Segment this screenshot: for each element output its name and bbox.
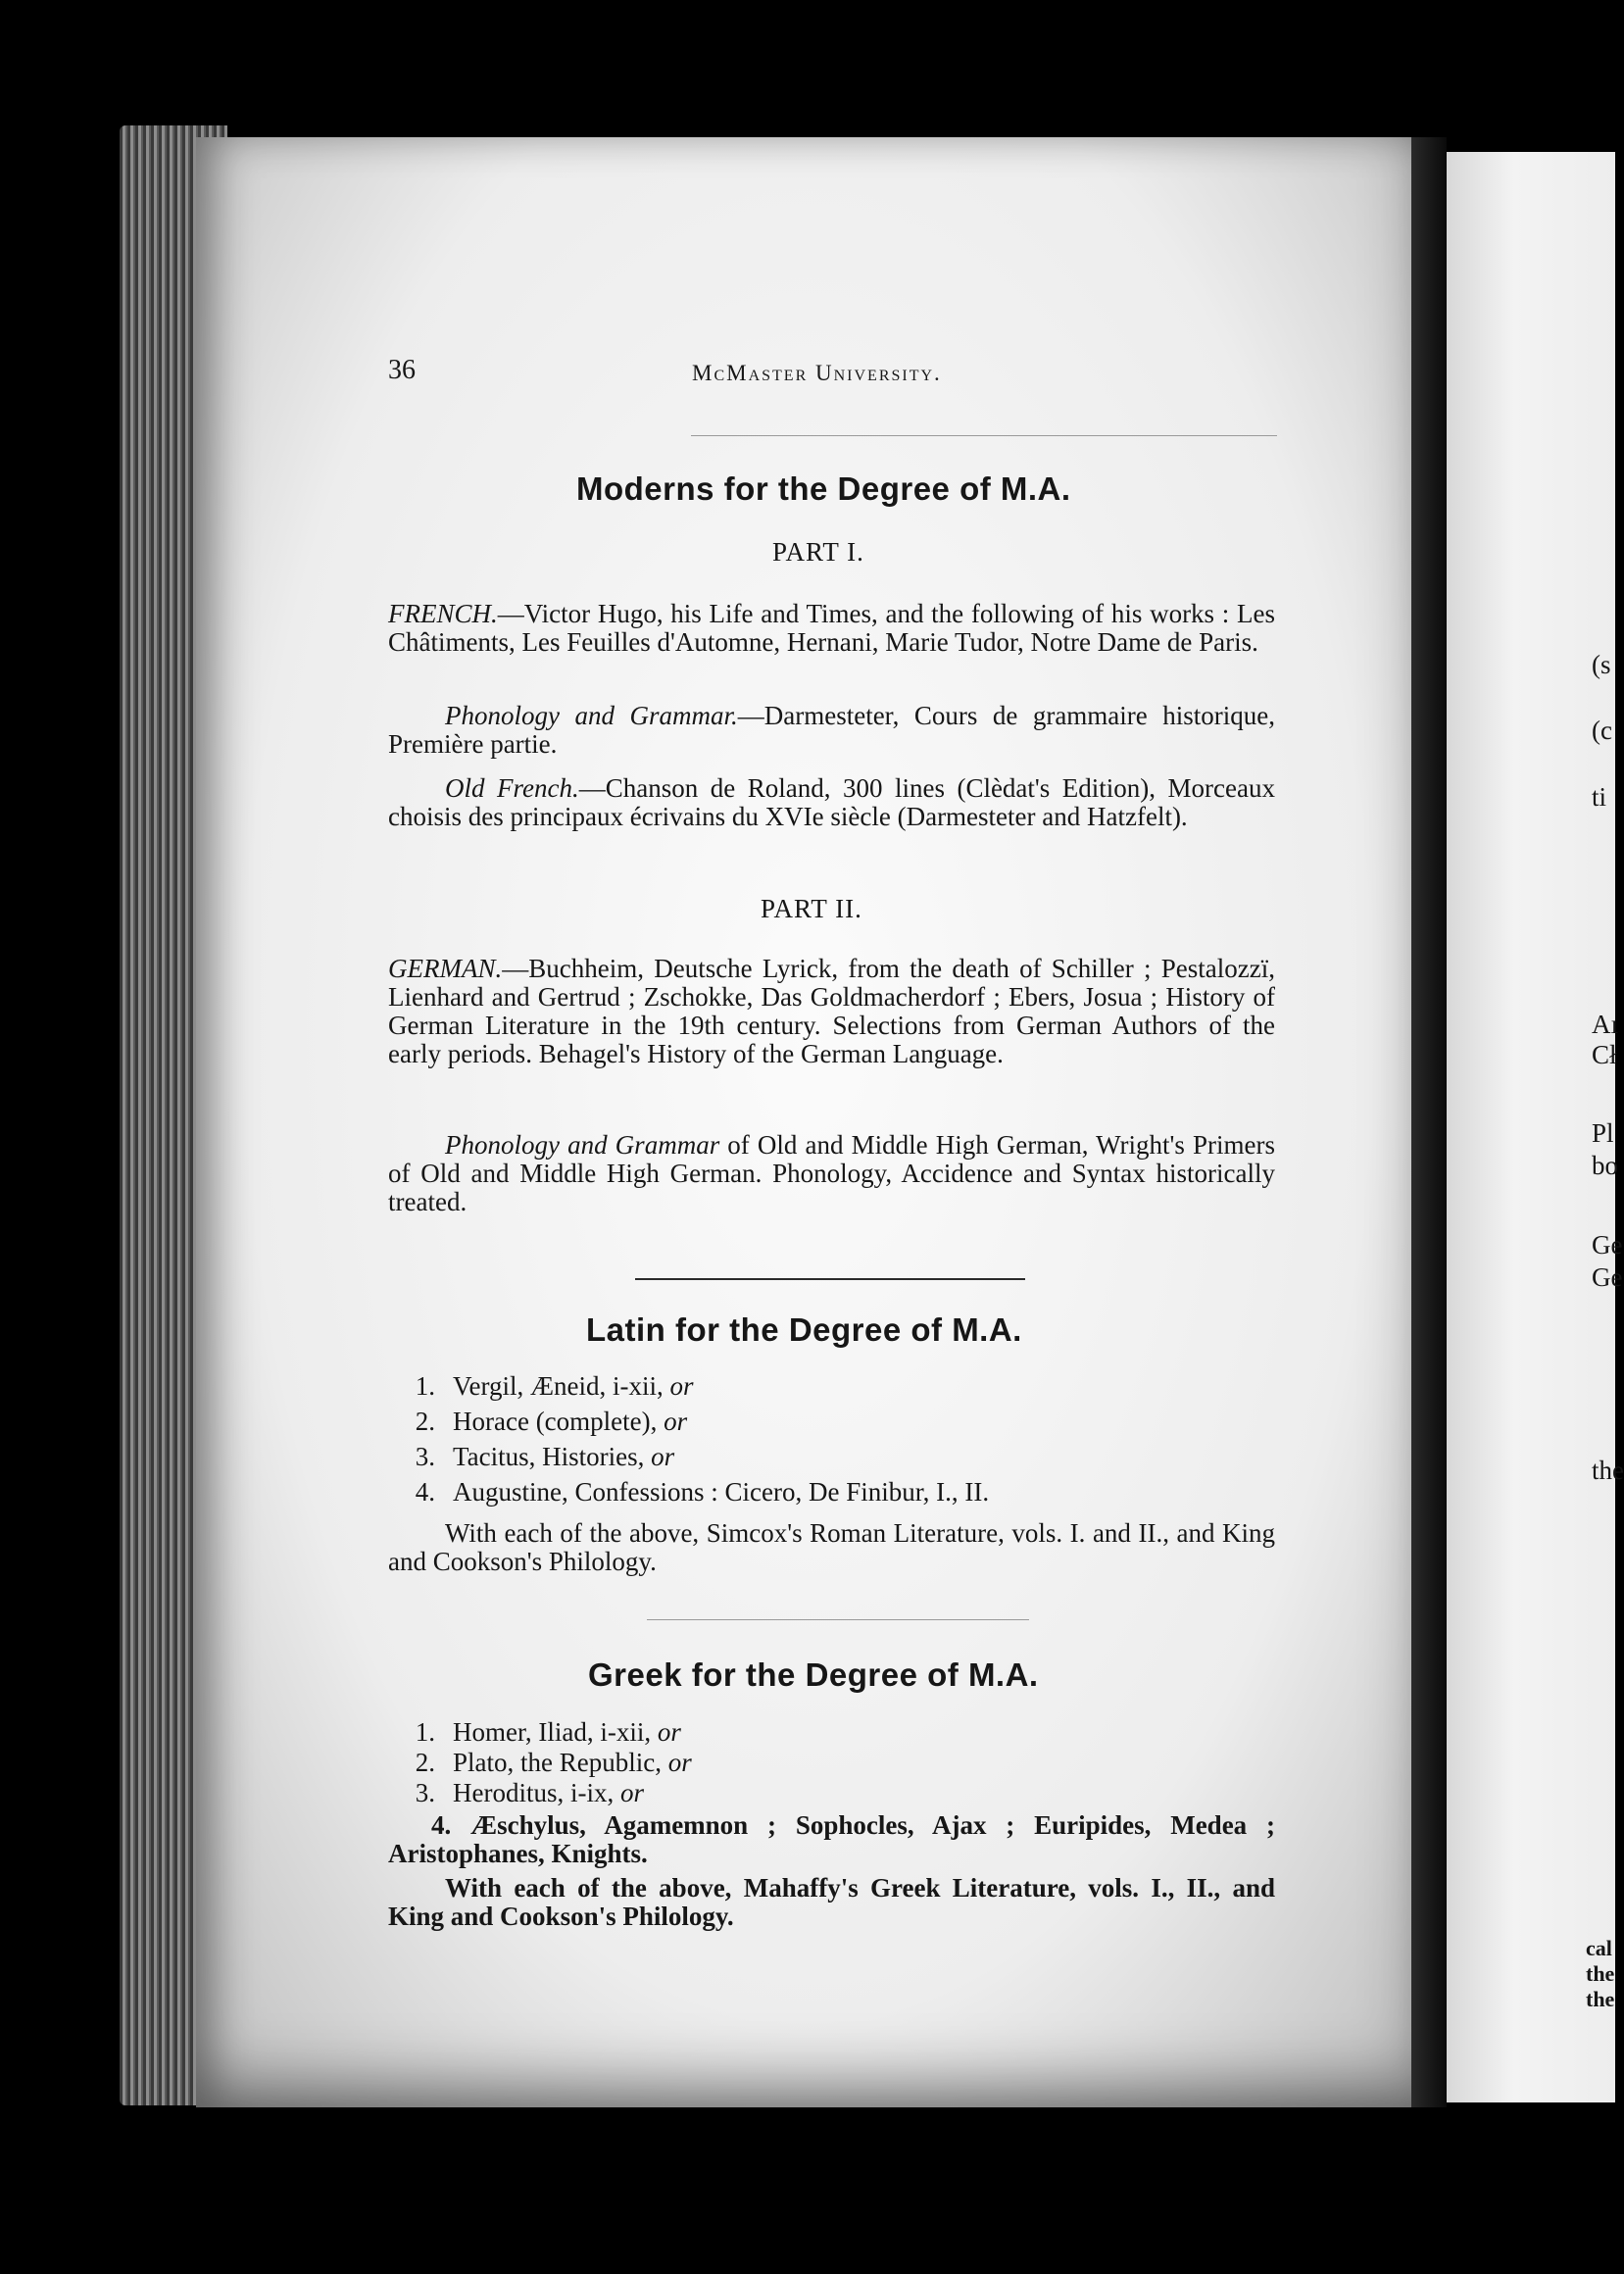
facing-fragment: bo	[1592, 1151, 1618, 1180]
greek-item-4: 4. Æschylus, Agamemnon ; Sophocles, Ajax ; Euripides, Medea ; Aristophanes, Knights.	[388, 1810, 1275, 1868]
greek-list	[388, 1717, 1270, 1808]
paragraph-old-french	[388, 774, 1275, 831]
list-item: 1. Vergil, Æneid, i-xii, or	[415, 1371, 694, 1401]
facing-fragment: Cł	[1592, 1040, 1617, 1069]
section-title-latin: Latin for the Degree of M.A.	[586, 1311, 1022, 1348]
german-phonology-label: Phonology and Grammar	[445, 1130, 720, 1160]
paragraph-french	[388, 600, 1275, 657]
header-rule	[691, 435, 1277, 436]
paragraph-german-phonology	[388, 1131, 1275, 1216]
section-title-moderns: Moderns for the Degree of M.A.	[576, 470, 1071, 507]
list-item: 1. Homer, Iliad, i-xii, or	[415, 1717, 681, 1747]
facing-fragment: the	[1586, 1961, 1615, 1986]
facing-fragment: (s	[1592, 650, 1611, 679]
part-heading: PART II.	[761, 894, 862, 923]
facing-fragment: Pl	[1592, 1118, 1614, 1148]
facing-fragment: Aı	[1592, 1010, 1618, 1039]
facing-fragment: cal	[1586, 1936, 1612, 1960]
phonology-label: Phonology and Grammar.	[445, 701, 738, 730]
section-divider	[647, 1619, 1029, 1620]
facing-fragment: ti	[1592, 782, 1607, 812]
paragraph-german	[388, 955, 1275, 1068]
latin-list	[388, 1368, 1270, 1509]
german-label: GERMAN.	[388, 954, 503, 983]
section-divider	[635, 1278, 1025, 1280]
list-item: 4. Augustine, Confessions : Cicero, De Finibur, I., II.	[415, 1477, 990, 1507]
facing-fragment: the	[1586, 1987, 1615, 2011]
running-head: McMaster University.	[692, 361, 942, 385]
list-item: 2. Horace (complete), or	[415, 1407, 688, 1436]
german-phonology-text: of Old and Middle High German, Wright's Primers of Old and Middle High German. Phonology, Accidence and Syntax historically treated.	[388, 1130, 1275, 1216]
latin-note: With each of the above, Simcox's Roman Literature, vols. I. and II., and King and Cookson's Philology.	[388, 1518, 1275, 1576]
list-item: 3. Tacitus, Histories, or	[415, 1442, 675, 1471]
facing-fragment: the	[1592, 1456, 1624, 1485]
facing-fragment: (c	[1592, 716, 1612, 745]
facing-fragment: Ge	[1592, 1230, 1623, 1260]
french-label: FRENCH.	[388, 599, 498, 628]
greek-note: With each of the above, Mahaffy's Greek Literature, vols. I., II., and King and Cookson's Philology.	[388, 1873, 1275, 1931]
old-french-label: Old French.	[445, 773, 579, 803]
list-item: 2. Plato, the Republic, or	[415, 1748, 692, 1777]
facing-page	[1447, 152, 1624, 2102]
list-item: 3. Heroditus, i-ix, or	[415, 1778, 644, 1807]
phonology-text: —Darmesteter, Cours de grammaire historique, Première partie.	[388, 701, 1276, 759]
german-text: —Buchheim, Deutsche Lyrick, from the death of Schiller ; Pestalozzï, Lienhard and Gertrud ; Zschokke, Das Goldmacherdorf ; Ebers, Josua ; History of German Literature in the 19th century. Selections from German Authors of the early periods. Behagel's History of the German Language.	[388, 954, 1275, 1068]
facing-fragment: Ge	[1592, 1262, 1623, 1292]
section-title-greek: Greek for the Degree of M.A.	[588, 1656, 1039, 1693]
french-text: —Victor Hugo, his Life and Times, and the following of his works : Les Châtiments, Les Feuilles d'Automne, Hernani, Marie Tudor, Notre Dame de Paris.	[388, 599, 1275, 657]
paragraph-phonology	[388, 702, 1275, 759]
page-number: 36	[388, 355, 416, 385]
book-gutter	[1411, 137, 1447, 2107]
part-heading: PART I.	[772, 537, 864, 567]
old-french-text: —Chanson de Roland, 300 lines (Clèdat's Edition), Morceaux choisis des principaux écrivains du XVIe siècle (Darmesteter and Hatzfelt).	[388, 773, 1275, 831]
